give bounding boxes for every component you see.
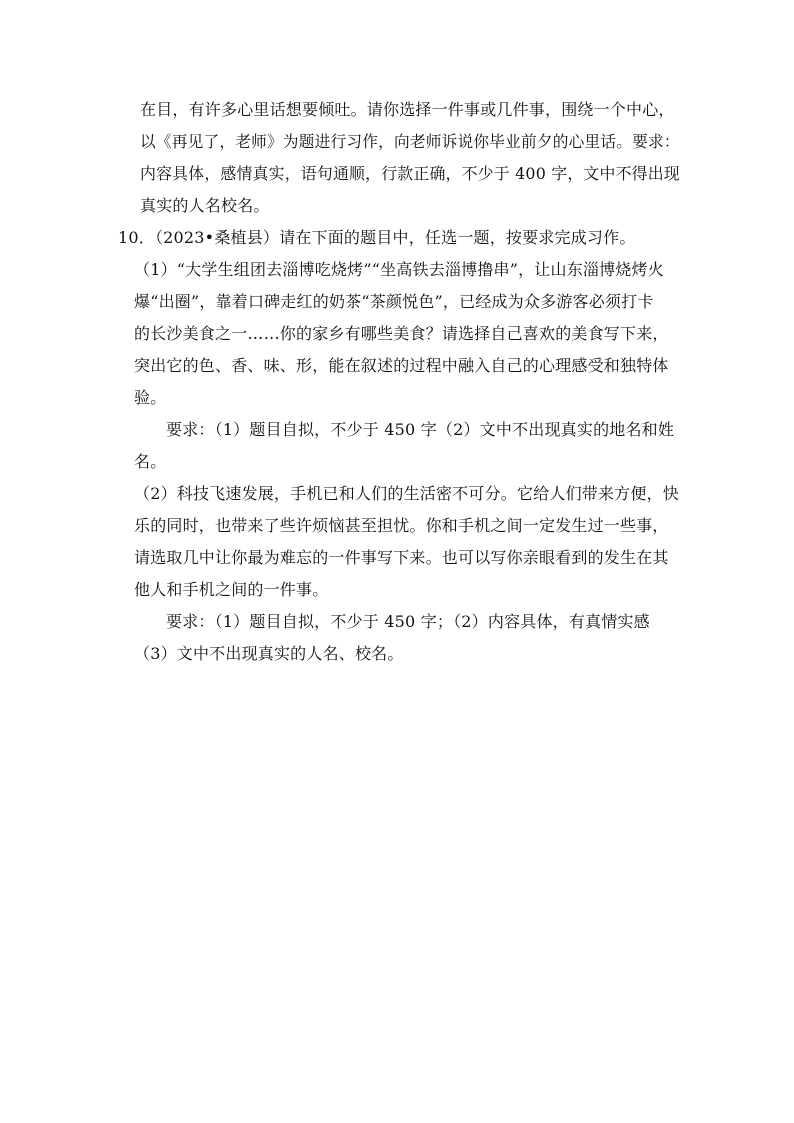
text-line: 内容具体，感情真实，语句通顺，行款正确，不少于 400 字，文中不得出现 [140, 164, 680, 183]
text-line: 突出它的色、香、味、形，能在叙述的过程中融入自己的心理感受和独特体 [134, 356, 669, 375]
requirement-line: 要求：（1）题目自拟，不少于 450 字（2）文中不出现真实的地名和姓 [166, 420, 675, 439]
text-line: 的长沙美食之一……你的家乡有哪些美食？请选择自己喜欢的美食写下来， [134, 324, 669, 343]
requirement-line: 要求：（1）题目自拟，不少于 450 字；（2）内容具体，有真情实感 [166, 612, 650, 631]
text-line: 真实的人名校名。 [140, 196, 270, 215]
text-line: 他人和手机之间的一件事。 [134, 580, 329, 599]
text-line: 在目，有许多心里话想要倾吐。请你选择一件事或几件事，围绕一个中心， [140, 100, 675, 119]
text-line: （1）“大学生组团去淄博吃烧烤”“坐高铁去淄博撸串”，让山东淄博烧烤火 [134, 260, 664, 279]
text-line: 乐的同时，也带来了些许烦恼甚至担忧。你和手机之间一定发生过一些事， [134, 516, 669, 535]
text-line: 请选取几中让你最为难忘的一件事写下来。也可以写你亲眼看到的发生在其 [134, 548, 669, 567]
question-header: 10．（2023•桑植县）请在下面的题目中，任选一题，按要求完成习作。 [118, 228, 636, 247]
text-line: 验。 [134, 388, 167, 407]
requirement-line: （3）文中不出现真实的人名、校名。 [134, 644, 404, 663]
text-line: （2）科技飞速发展，手机已和人们的生活密不可分。它给人们带来方便，快 [134, 484, 679, 503]
requirement-line: 名。 [134, 452, 167, 471]
text-line: 以《再见了，老师》为题进行习作，向老师诉说你毕业前夕的心里话。要求： [140, 132, 680, 151]
text-line: 爆“出圈”，靠着口碑走红的奶茶“茶颜悦色”，已经成为众多游客必须打卡 [134, 292, 654, 311]
